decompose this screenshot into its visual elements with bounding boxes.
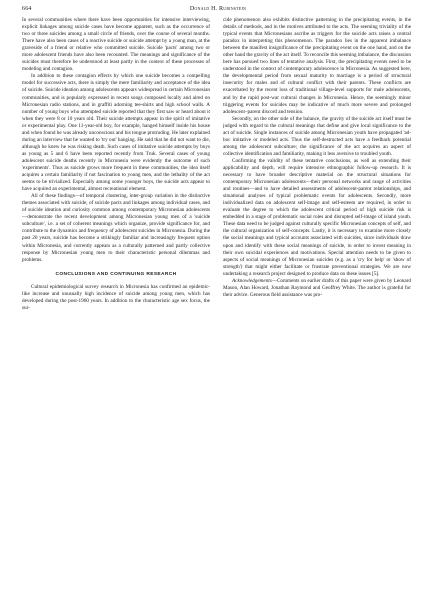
paragraph: All of these findings—of temporal clustering, inter-group variation in the distinctive themes associated with suicide, of suicide pacts and linkages among individual cases, and of suicide ideation and curiosity common among contemporary Micronesian adolescents—demonstrate the recent development among Micronesian young men of a 'suicide subculture', i.e. a set of coherent meanings which organize, provide significance for, and contribute to the dynamics and frequency of adolescent suicides in Micronesia. During the past 20 years, suicide has become a strikingly familiar and increasingly frequent option within Micronesia, and currently appears as a culturally patterned and partly collective response by Micronesian young men to their characteristic personal dilemmas and problems.: [22, 193, 210, 263]
acknowledgements-text: —Comments on earlier drafts of this paper were given by Leonard Mason, Alan Howard, Jonathan Raymond and Geoffrey White. The author is grateful for their advice. Generous field assistance was pro-: [223, 277, 411, 298]
acknowledgements: [223, 278, 411, 299]
paragraph: Cultural epidemiological survey research in Micronesia has confirmed an epidemic-like increase and unusually high incidence of suicide among young men, which has developed during the post-1960 years. In addition to the characteristic age sex focus, the sui-: [22, 283, 210, 311]
running-title: Donald H. Rubinstein: [189, 6, 247, 12]
paragraph: Secondly, on the other side of the balance, the gravity of the suicide act itself must be judged with regard to the cultural meanings that define and give local significance to the act of suicide. Single instances of suicide among Micronesian youth have propagated 'ad-hoc imitative or modeled acts. Thus the self-destructed acts have a feedback potential among the adolescent subculture; the significance of the act acquires an aspect of collective identification and familiarity, making it less aversive to troubled youth.: [223, 115, 411, 157]
paragraph: In several communities where there have been opportunities for intensive interviewing, explicit linkages among suicide cases have become apparent, such as the occurrence of two or three suicides among a small circle of friends, over the course of several months. There have also been cases of a reactive suicide or suicide attempt by a young man, at the graveside of a friend or relative who committed suicide. Suicide 'pacts' among two or more adolescent friends have also been recounted. The meanings and significance of the suicides must therefore be understood at least partly in the context of these processes of modeling and contagion.: [22, 17, 210, 73]
paragraph: Confirming the validity of these tentative conclusions, as well as extending their applicability and depth, will require intensive ethnographic follow-up research. It is necessary to have broader descriptive material on the structural situations for contemporary Micronesian adolescents—their personal networks and range of activities and routines—and to have detailed assessments of adolescent-parent relationships, and situational analyses of typical problematic events for adolescents. Secondly, more individualized data on adolescent self-image and self-esteem are required, in order to evaluate the degree to which the adolescent critical period of high suicide risk is embedded in a stage of problematic social roles and disrupted self-image of island youth. These data need to be judged against culturally specific Micronesian concepts of self, and the cultural organization of self-concepts. Lastly, it is necessary to examine more closely the social meanings and typical accounts associated with suicides, since individuals draw upon and identify with these social meanings of suicide, in order to invest meaning in their own suicidal experiences and motivations. Special attention needs to be given to aspects of social meanings of Micronesian suicides (e.g. as a 'cry for help' or 'show of strength') that might either facilitate or frustrate preventional strategies. We are now undertaking a research project designed to produce data on these issues [5].: [223, 157, 411, 277]
acknowledgements-label: Acknowledgements: [232, 277, 272, 284]
section-heading: CONCLUSIONS AND CONTINUING RESEARCH: [55, 271, 177, 277]
right-column: [223, 17, 411, 595]
left-column: [22, 17, 210, 595]
paragraph: cide phenomenon also exhibits distinctive patterning in the precipitating events, in the details of methods, and in the motives attributed to the acts. The seeming triviality of the typical events that Micronesians ascribe as triggers for the suicide acts raises a central paradox in interpreting this phenomenon. The paradox lies in the apparent imbalance between the manifest insignificance of the precipitating event on the one hand, and on the other hand the gravity of the act itself. To reconcile this seeming imbalance, the discussion here has pursued two lines of tentative analysis. First, the precipitating events need to be understood in the context of contemporary adolescence in Micronesia. As suggested here, the developmental period from sexual maturity to marriage is a period of structural insecurity for males and of cultural conflict with their parents. These conflicts are exacerbated by the recent loss of traditional village-level supports for male adolescents, and by the rapid post-war cultural changes in Micronesia. Hence, the seemingly minor triggering events for suicides may be indicative of much more severe and prolonged adolescent–parent discord and tension.: [223, 17, 411, 115]
page-number: 664: [22, 6, 32, 12]
paragraph: In addition to these contagion effects by which one suicide becomes a compelling model for successive acts, there is simply the mere familiarity and acceptance of the idea of suicide. Suicide ideation among adolescents appears widespread in certain Micronesian communities, and is popularly expressed in recent songs composed locally and aired on Micronesian radio stations, and in graffiti adorning tee-shirts and high school walls. A number of young boys who attempted suicide reported that they first saw or heard about it when they were 8 or 10 years old. Their suicide attempts appear in the spirit of imitative or experimental play. One 11-year-old boy, for example, hanged himself inside his house and when found he was already unconscious and his tongue protruding. He later explained during an interview that he wanted to 'try out' hanging. He said that he did not want to die, although he knew he was risking death. Such cases of imitative suicide attempts by boys as young as 5 and 6 have been reported recently from Truk. Several cases of young adolescent suicide deaths recently in Micronesia were evidently the outcome of such 'experiments'. Thus as suicide grows more frequent in these communities, the idea itself acquires a certain familiarity if not fascination to young men, and the lethality of the act seems to be trivialized. Especially among some younger boys, the suicide acts appear to have acquired an experimental, almost recreational element.: [22, 73, 210, 193]
running-head: [22, 6, 414, 16]
